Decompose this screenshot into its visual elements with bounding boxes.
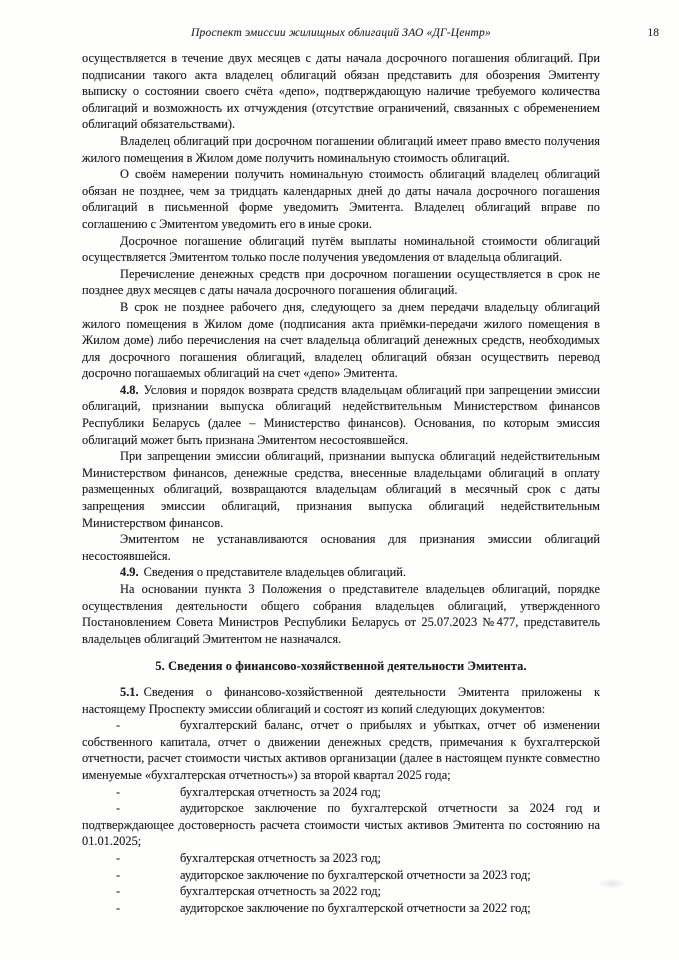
list-item (82, 717, 600, 783)
paragraph-clause-4-8 (82, 382, 600, 448)
list-item-text: бухгалтерская отчетность за 2024 год; (180, 784, 381, 799)
list-item-text: бухгалтерская отчетность за 2022 год; (180, 884, 381, 899)
list-item-text: аудиторское заключение по бухгалтерской отчетности за 2024 год и подтверждающее достоверность расчета стоимости чистых активов Эмитента по состоянию на 01.01.2025; (82, 801, 600, 849)
clause-text: Сведения о финансово-хозяйственной деятельности Эмитента приложены к настоящему Проспекту эмиссии облигаций и состоят из копий следующих документов: (82, 684, 600, 716)
paragraph: На основании пункта 3 Положения о представителе владельцев облигаций, порядке осуществления деятельности общего собрания владельцев облигаций, утвержденного Постановлением Совета Министров Республики Беларусь от 25.07.2023 №477, представитель владельцев облигаций Эмитентом не назначался. (82, 582, 600, 646)
dash-marker: - (116, 801, 121, 816)
clause-number: 4.9. (120, 565, 139, 580)
section-heading: 5. Сведения о финансово-хозяйственной деятельности Эмитента. (155, 659, 527, 674)
dash-marker: - (116, 900, 121, 915)
dash-marker: - (116, 784, 121, 799)
paragraph: В срок не позднее рабочего дня, следующего за днем передачи владельцу облигаций жилого помещения в Жилом доме (подписания акта приёмки-передачи жилого помещения в Жилом доме) либо перечисления на счет владельца облигаций денежных средств, необходимых для досрочного погашения облигаций, владелец облигаций обязан осуществить перевод досрочно погашаемых облигаций на счет «депо» Эмитента. (82, 299, 600, 381)
clause-text: Условия и порядок возврата средств владельцам облигаций при запрещении эмиссии облигаций, признании выпуска облигаций недействительным Министерством финансов Республики Беларусь (далее – Министерство финансов). Основания, по которым эмиссия облигаций может быть признана Эмитентом несостоявшейся. (82, 382, 600, 447)
list-item (82, 850, 600, 867)
document-body (82, 50, 600, 916)
list-item-text: бухгалтерский баланс, отчет о прибылях и убытках, отчет об изменении собственного капитала, отчет о движении денежных средств, примечания к бухгалтерской отчетности, расчет стоимости чистых активов организации (далее в настоящем пункте совместно именуемые «бухгалтерская отчетность») за второй квартал 2025 года; (82, 718, 600, 782)
list-item-text: аудиторское заключение по бухгалтерской отчетности за 2023 год; (180, 867, 531, 882)
clause-text: Сведения о представителе владельцев облигаций. (143, 565, 406, 580)
list-item (82, 784, 600, 801)
list-lead (82, 850, 180, 867)
paragraph: О своём намерении получить номинальную стоимость облигаций владелец облигаций обязан не позднее, чем за тридцать календарных дней до даты начала досрочного погашения облигаций в письменной форме уведомить Эмитента. Владелец облигаций вправе по соглашению с Эмитентом уведомить его в иные сроки. (82, 167, 600, 231)
running-header-title: Проспект эмиссии жилищных облигаций ЗАО «ДГ-Центр» (191, 27, 491, 39)
paragraph: Досрочное погашение облигаций путём выплаты номинальной стоимости облигаций осуществляется Эмитентом только после получения уведомления от владельца облигаций. (82, 233, 600, 265)
paragraph: Перечисление денежных средств при досрочном погашении осуществляется в срок не позднее двух месяцев с даты начала досрочного погашения облигаций. (82, 266, 600, 298)
page-number: 18 (647, 27, 659, 39)
paragraph-clause-4-9 (82, 564, 600, 581)
list-item-text: бухгалтерская отчетность за 2023 год; (180, 850, 381, 865)
paragraph: Владелец облигаций при досрочном погашении облигаций имеет право вместо получения жилого помещения в Жилом доме получить номинальную стоимость облигаций. (82, 133, 600, 165)
list-item-text: аудиторское заключение по бухгалтерской отчетности за 2022 год; (180, 900, 531, 915)
paragraph-clause-5-1 (82, 684, 600, 717)
list-lead (82, 784, 180, 801)
list-lead (82, 717, 180, 734)
list-item (82, 883, 600, 900)
dash-marker: - (116, 884, 121, 899)
list-item (82, 867, 600, 884)
list-item (82, 800, 600, 850)
list-item (82, 900, 600, 917)
paragraph: осуществляется в течение двух месяцев с даты начала досрочного погашения облигаций. При подписании такого акта владелец облигаций обязан представить для обозрения Эмитенту выписку о состоянии своего счёта «депо», подтверждающую наличие требуемого количества облигаций и возможность их отчуждения (отсутствие ограничений, связанных с обременением облигаций обязательствами). (82, 51, 600, 132)
list-lead (82, 900, 180, 917)
list-lead (82, 883, 180, 900)
dash-marker: - (116, 718, 121, 733)
clause-number: 4.8. (120, 382, 139, 397)
clause-number: 5.1. (120, 684, 139, 699)
list-lead (82, 800, 180, 817)
paragraph: При запрещении эмиссии облигаций, признании выпуска облигаций недействительным Министерством финансов, денежные средства, внесенные владельцами облигаций в оплату размещенных облигаций, возвращаются владельцам облигаций в месячный срок с даты запрещения эмиссии облигаций, признания выпуска облигаций недействительным Министерством финансов. (82, 449, 600, 530)
list-lead (82, 867, 180, 884)
dash-marker: - (116, 850, 121, 865)
paragraph: Эмитентом не устанавливаются основания для признания эмиссии облигаций несостоявшейся. (82, 532, 600, 563)
scan-smudge (597, 878, 627, 889)
dash-marker: - (116, 867, 121, 882)
